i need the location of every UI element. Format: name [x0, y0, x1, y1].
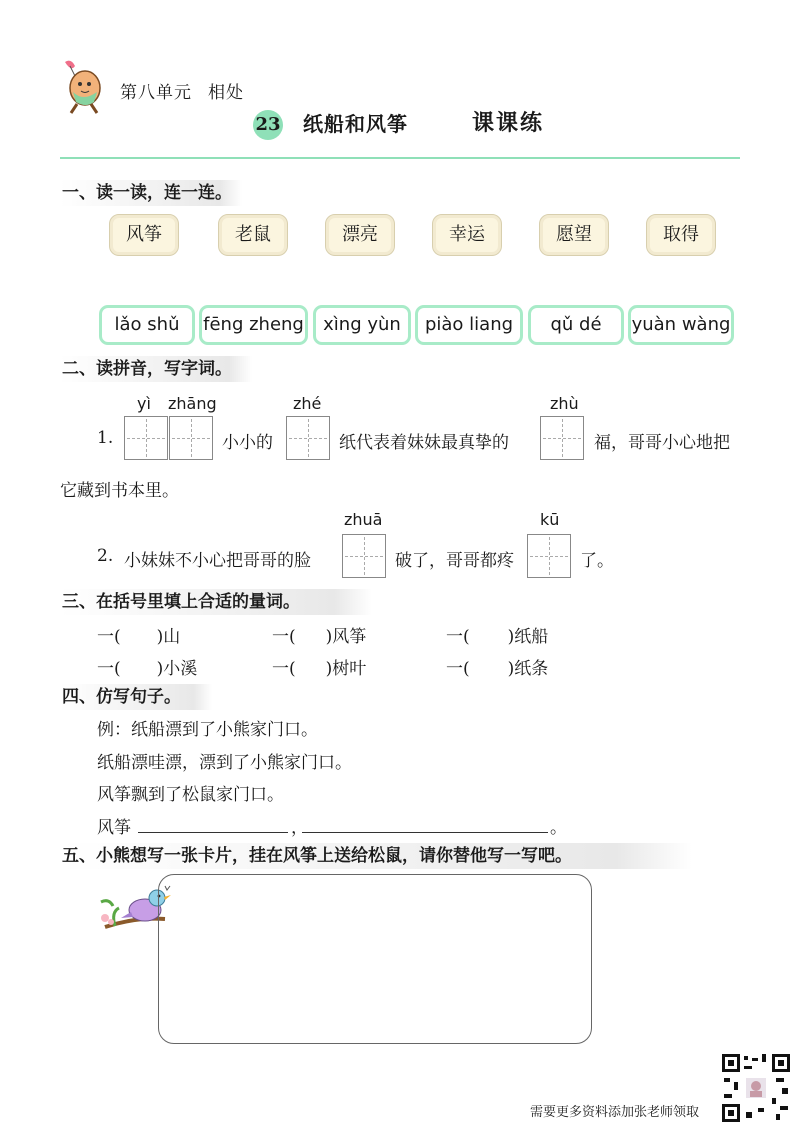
writing-box[interactable] [124, 416, 168, 460]
message-card-area[interactable] [158, 874, 592, 1044]
item-number: 1. [97, 428, 114, 448]
measure-word-item[interactable]: 一( )纸船 [446, 627, 549, 647]
sentence-text: 它藏到书本里。 [60, 481, 179, 501]
measure-word-item[interactable]: 一( )山 [97, 627, 181, 647]
pinyin-card[interactable]: qǔ dé [528, 305, 624, 345]
answer-line[interactable] [138, 832, 288, 833]
pinyin-hint: zhāng [168, 394, 217, 413]
sentence-text: 小妹妹不小心把哥哥的脸 [124, 551, 311, 571]
sentence-text: 了。 [580, 551, 614, 571]
sentence-text: 小小的 [222, 433, 273, 453]
pinyin-card[interactable]: xìng yùn [313, 305, 411, 345]
unit-header [120, 78, 260, 103]
word-card[interactable]: 幸运 [432, 214, 502, 256]
pinyin-hint: kū [540, 510, 560, 529]
section2-title: 二、读拼音，写字词。 [60, 356, 252, 382]
pinyin-hint: zhù [550, 394, 579, 413]
lesson-type: 课课练 [472, 110, 545, 136]
unit-theme: 相处 [208, 83, 244, 103]
comma: ， [291, 818, 308, 838]
measure-word-item[interactable]: 一( )小溪 [97, 659, 198, 679]
header-divider [60, 157, 740, 159]
footer-note: 需要更多资料添加张老师领取 [530, 1105, 700, 1120]
sentence-text: 福，哥哥小心地把 [594, 433, 730, 453]
pinyin-card[interactable]: piào liang [415, 305, 523, 345]
pinyin-card[interactable]: lǎo shǔ [99, 305, 195, 345]
period: 。 [550, 818, 567, 838]
unit-label: 第八单元 [120, 83, 192, 103]
item-number: 2. [97, 546, 114, 566]
model-sentence: 纸船漂哇漂，漂到了小熊家门口。 [97, 753, 352, 773]
answer-line[interactable] [302, 832, 548, 833]
section4-title: 四、仿写句子。 [60, 684, 212, 710]
example-sentence: 例：纸船漂到了小熊家门口。 [97, 720, 318, 740]
sentence-text: 破了，哥哥都疼 [395, 551, 514, 571]
pinyin-hint: zhuā [344, 510, 383, 529]
prompt-word: 风筝 [97, 818, 131, 838]
writing-box[interactable] [527, 534, 571, 578]
pinyin-hint: yì [137, 394, 151, 413]
measure-word-item[interactable]: 一( )树叶 [272, 659, 367, 679]
qr-code-icon [720, 1052, 792, 1124]
writing-box[interactable] [286, 416, 330, 460]
measure-word-item[interactable]: 一( )风筝 [272, 627, 367, 647]
lesson-title: 纸船和风筝 [303, 112, 408, 136]
word-card[interactable]: 漂亮 [325, 214, 395, 256]
section1-title: 一、读一读，连一连。 [60, 180, 242, 206]
word-card[interactable]: 愿望 [539, 214, 609, 256]
mascot-icon [55, 58, 107, 116]
writing-box[interactable] [540, 416, 584, 460]
lesson-number-badge: 23 [253, 110, 283, 140]
measure-word-item[interactable]: 一( )纸条 [446, 659, 549, 679]
sentence-text: 纸代表着妹妹最真挚的 [339, 433, 509, 453]
writing-box[interactable] [169, 416, 213, 460]
writing-box[interactable] [342, 534, 386, 578]
section3-title: 三、在括号里填上合适的量词。 [60, 589, 372, 615]
given-sentence: 风筝飘到了松鼠家门口。 [97, 785, 284, 805]
section5-title: 五、小熊想写一张卡片，挂在风筝上送给松鼠，请你替他写一写吧。 [60, 843, 692, 869]
pinyin-card[interactable]: fēng zheng [199, 305, 308, 345]
pinyin-hint: zhé [293, 394, 322, 413]
word-card[interactable]: 老鼠 [218, 214, 288, 256]
pinyin-card[interactable]: yuàn wàng [628, 305, 734, 345]
word-card[interactable]: 取得 [646, 214, 716, 256]
word-card[interactable]: 风筝 [109, 214, 179, 256]
